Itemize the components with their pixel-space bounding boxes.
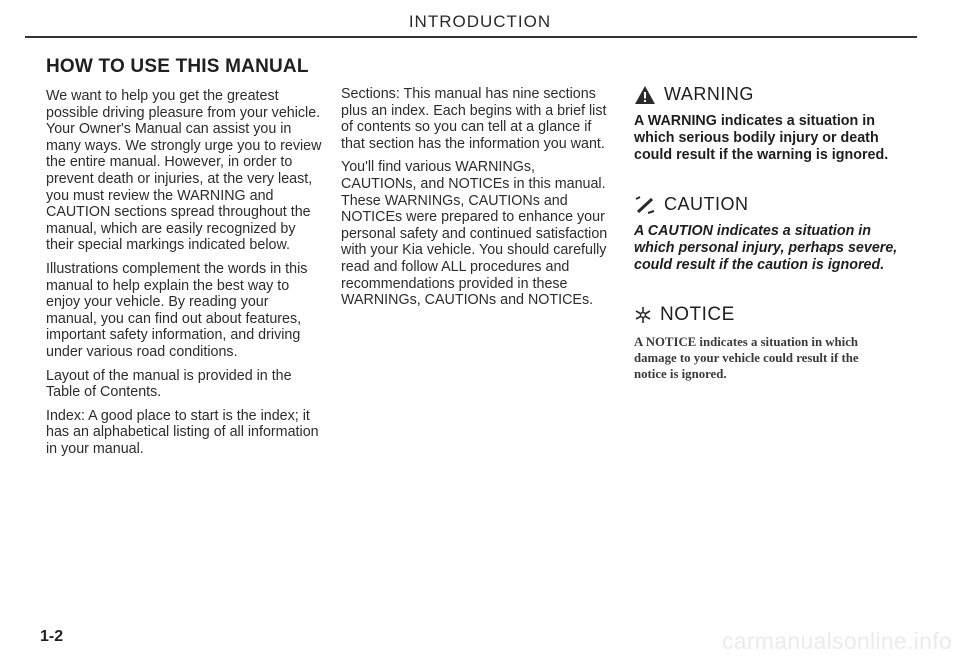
middle-column <box>341 86 611 316</box>
warnings-paragraph: You'll find various WARNINGs, CAUTIONs, and NOTICEs in this manual. These WARNINGs, CAUTIONs and NOTICEs were prepared to enhance your personal safety and continued satisfaction with your Kia vehicle. You should carefully read and follow ALL procedures and recommendations provided in these WARNINGs, CAUTIONs and NOTICEs. <box>341 159 608 309</box>
page-number: 1-2 <box>40 628 64 645</box>
caution-slash-icon <box>634 195 656 215</box>
page-header: INTRODUCTION <box>408 12 552 31</box>
watermark: carmanualsonline.info <box>721 628 952 654</box>
asterisk-icon <box>634 306 652 324</box>
section-title: HOW TO USE THIS MANUAL <box>46 56 309 77</box>
notice-text: A NOTICE indicates a situation in which damage to your vehicle could result if the notice is ignored. <box>634 335 859 382</box>
right-column <box>634 84 914 383</box>
notice-heading <box>634 304 914 326</box>
notice-title: NOTICE <box>660 304 735 325</box>
intro-paragraph: We want to help you get the greatest possible driving pleasure from your vehicle. Your Owner's Manual can assist you in many ways. We strongly urge you to review the entire manual. However, in order to prevent death or injuries, at the very least, you must review the WARNING and CAUTION sections spread throughout the manual, which are easily recognized by their special markings indicated below. <box>46 88 322 254</box>
illustrations-paragraph: Illustrations complement the words in this manual to help explain the best way to enjoy your vehicle. By reading your manual, you can find out about features, important safety information, and driving under various road conditions. <box>46 260 308 360</box>
warning-title: WARNING <box>664 84 754 104</box>
left-column <box>46 56 322 464</box>
header-divider <box>25 36 917 38</box>
layout-paragraph: Layout of the manual is provided in the Table of Contents. <box>46 367 292 401</box>
warning-heading <box>634 84 914 105</box>
caution-title: CAUTION <box>664 194 749 214</box>
warning-text: A WARNING indicates a situation in which serious bodily injury or death could result if the warning is ignored. <box>634 113 889 163</box>
sections-paragraph: Sections: This manual has nine sections plus an index. Each begins with a brief list of contents so you can tell at a glance if that section has the information you want. <box>341 86 607 152</box>
warning-triangle-icon <box>634 85 656 105</box>
index-paragraph: Index: A good place to start is the index; it has an alphabetical listing of all information in your manual. <box>46 407 319 457</box>
caution-text: A CAUTION indicates a situation in which personal injury, perhaps severe, could result if the caution is ignored. <box>634 223 898 273</box>
caution-heading <box>634 194 914 215</box>
